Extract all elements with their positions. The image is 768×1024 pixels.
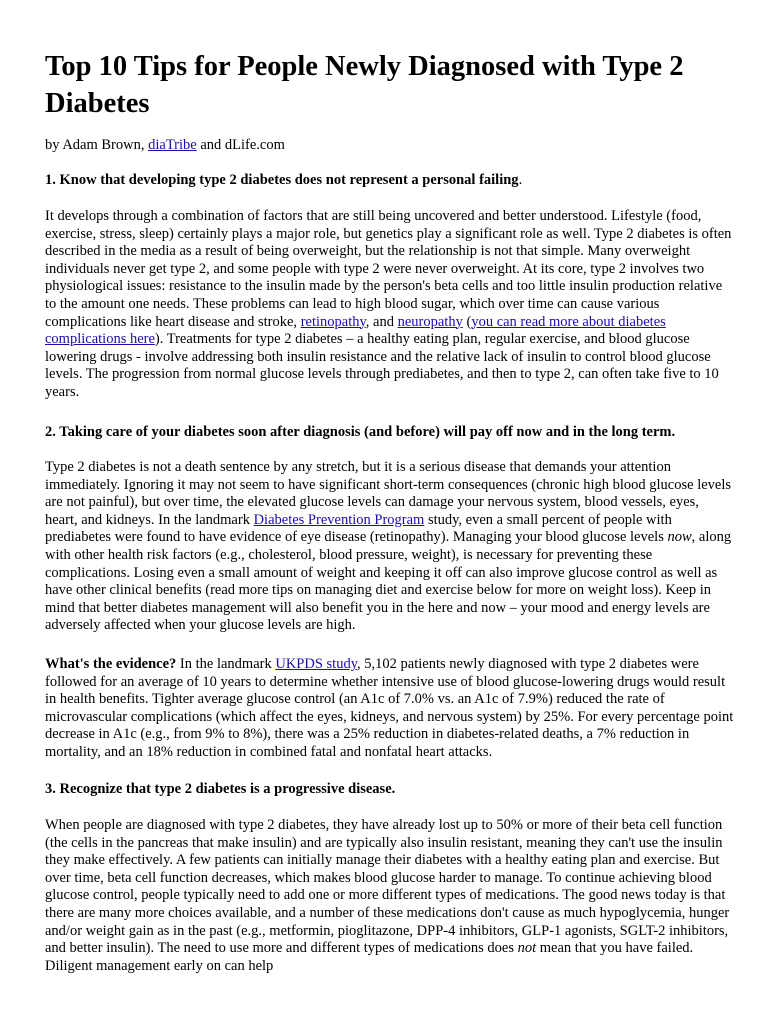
evidence-label: What's the evidence? [45, 656, 177, 672]
byline-prefix: by Adam Brown, [45, 137, 149, 153]
complications-link[interactable]: you can read more about diabetes complications here [45, 313, 666, 348]
diatribe-link[interactable]: diaTribe [148, 137, 197, 153]
tip-3-text-a: When people are diagnosed with type 2 diabetes, they have already lost up to 50% or more of their beta cell function (the cells in the pancreas that make insulin) and are typically also insulin resistant, meaning they can't use the insulin they make effectively. A few patients can initially manage their diabetes with a healthy eating plan and exercise. But over time, beta cell function decreases, which makes blood glucose harder to manage. To continue achieving blood glucose control, people typically need to add one or more different types of medications. The good news today is that there are many more choices available, and a number of these medications don't cause as much hypoglycemia, hunger and/or weight gain as in the past (e.g., metformin, pioglitazone, DPP-4 inhibitors, GLP-1 agonists, SGLT-2 inhibitors, and better insulin). The need to use more and different types of medications does [45, 817, 730, 957]
neuropathy-link[interactable]: neuropathy [397, 313, 463, 330]
tip-2-paragraph [45, 459, 735, 635]
dpp-link[interactable]: Diabetes Prevention Program [253, 511, 425, 528]
tip-1-heading-text: 1. Know that developing type 2 diabetes does not represent a personal failing [45, 172, 519, 188]
tip-1-text-a: It develops through a combination of factors that are still being uncovered and better understood. Lifestyle (food, exercise, stress, sleep) certainly plays a major role, but genetics play a significant role as well. Type 2 diabetes is often described in the media as a result of being overweight, but the relationship is not that simple. Many overweight individuals never get type 2, and some people with type 2 were never overweight. At its core, type 2 involves two physiological issues: resistance to the insulin made by the person's beta cells and too little insulin production relative to the amount one needs. These problems can lead to high blood sugar, which over time can cause various complications like heart disease and stroke, [45, 208, 732, 330]
tip-2-text-a: Type 2 diabetes is not a death sentence by any stretch, but it is a serious disease that demands your attention immediately. Ignoring it may not seem to have significant short-term consequences (chronic high blood glucose levels are not painful), but over time, the elevated glucose levels can damage your nervous system, blood vessels, eyes, heart, and kidneys. In the landmark [45, 459, 732, 528]
retinopathy-link[interactable]: retinopathy [300, 313, 366, 330]
tip-3-text-b: mean that you have failed. Diligent management early on can help [45, 940, 694, 974]
evidence-text-a: In the landmark [176, 656, 276, 672]
tip-3-heading-text: 3. Recognize that type 2 diabetes is a progressive disease. [45, 781, 396, 797]
tip-2-text-b: study, even a small percent of people with prediabetes were found to have evidence of eye disease (retinopathy). Managing your blood glucose levels [45, 511, 672, 546]
byline [45, 137, 735, 155]
tip-2-text-c: , along with other health risk factors (e.g., cholesterol, blood pressure, weight), is necessary for preventing these complications. Losing even a small amount of weight and keeping it off can also improve glucose control as well as have other clinical benefits (read more tips on managing diet and exercise below for more on weight loss). Keep in mind that better diabetes management will also benefit you in the here and now – your mood and energy levels are adversely affected when your glucose levels are high. [45, 529, 732, 634]
tip-3-paragraph [45, 817, 735, 975]
tip-2-heading-text: 2. Taking care of your diabetes soon after diagnosis (and before) will pay off now and in the long term. [45, 424, 676, 440]
tip-1-text-b: ). Treatments for type 2 diabetes – a healthy eating plan, regular exercise, and blood glucose lowering drugs - involve addressing both insulin resistance and the relative lack of insulin to control blood glucose levels. The progression from normal glucose levels through prediabetes, and then to type 2, can often take five to 10 years. [45, 331, 719, 400]
page-title: Top 10 Tips for People Newly Diagnosed with Type 2 Diabetes [45, 51, 684, 119]
not-emphasis: not [517, 940, 537, 957]
tip-1-heading-period: . [518, 172, 523, 188]
tip-1-and: , and [365, 313, 398, 330]
tip-1-paren: ( [462, 313, 472, 330]
evidence-text-b: , 5,102 patients newly diagnosed with type 2 diabetes were followed for an average of 10 years to determine whether intensive use of blood glucose-lowering drugs would result in health benefits. Tighter average glucose control (an A1c of 7.0% vs. an A1c of 7.9%) reduced the rate of microvascular complications (which affect the eyes, kidneys, and nervous system) by 25%. For every percentage point decrease in A1c (e.g., from 9% to 8%), there was a 25% reduction in diabetes-related deaths, a 7% reduction in mortality, and an 18% reduction in combined fatal and nonfatal heart attacks. [45, 656, 734, 760]
tip-3-heading [45, 781, 735, 799]
ukpds-link[interactable]: UKPDS study [275, 656, 358, 672]
now-emphasis: now [667, 529, 692, 546]
tip-1-paragraph [45, 208, 735, 402]
tip-1-heading [45, 172, 735, 190]
evidence-paragraph [45, 656, 735, 762]
tip-2-heading [45, 424, 735, 442]
byline-suffix: and dLife.com [196, 137, 285, 153]
